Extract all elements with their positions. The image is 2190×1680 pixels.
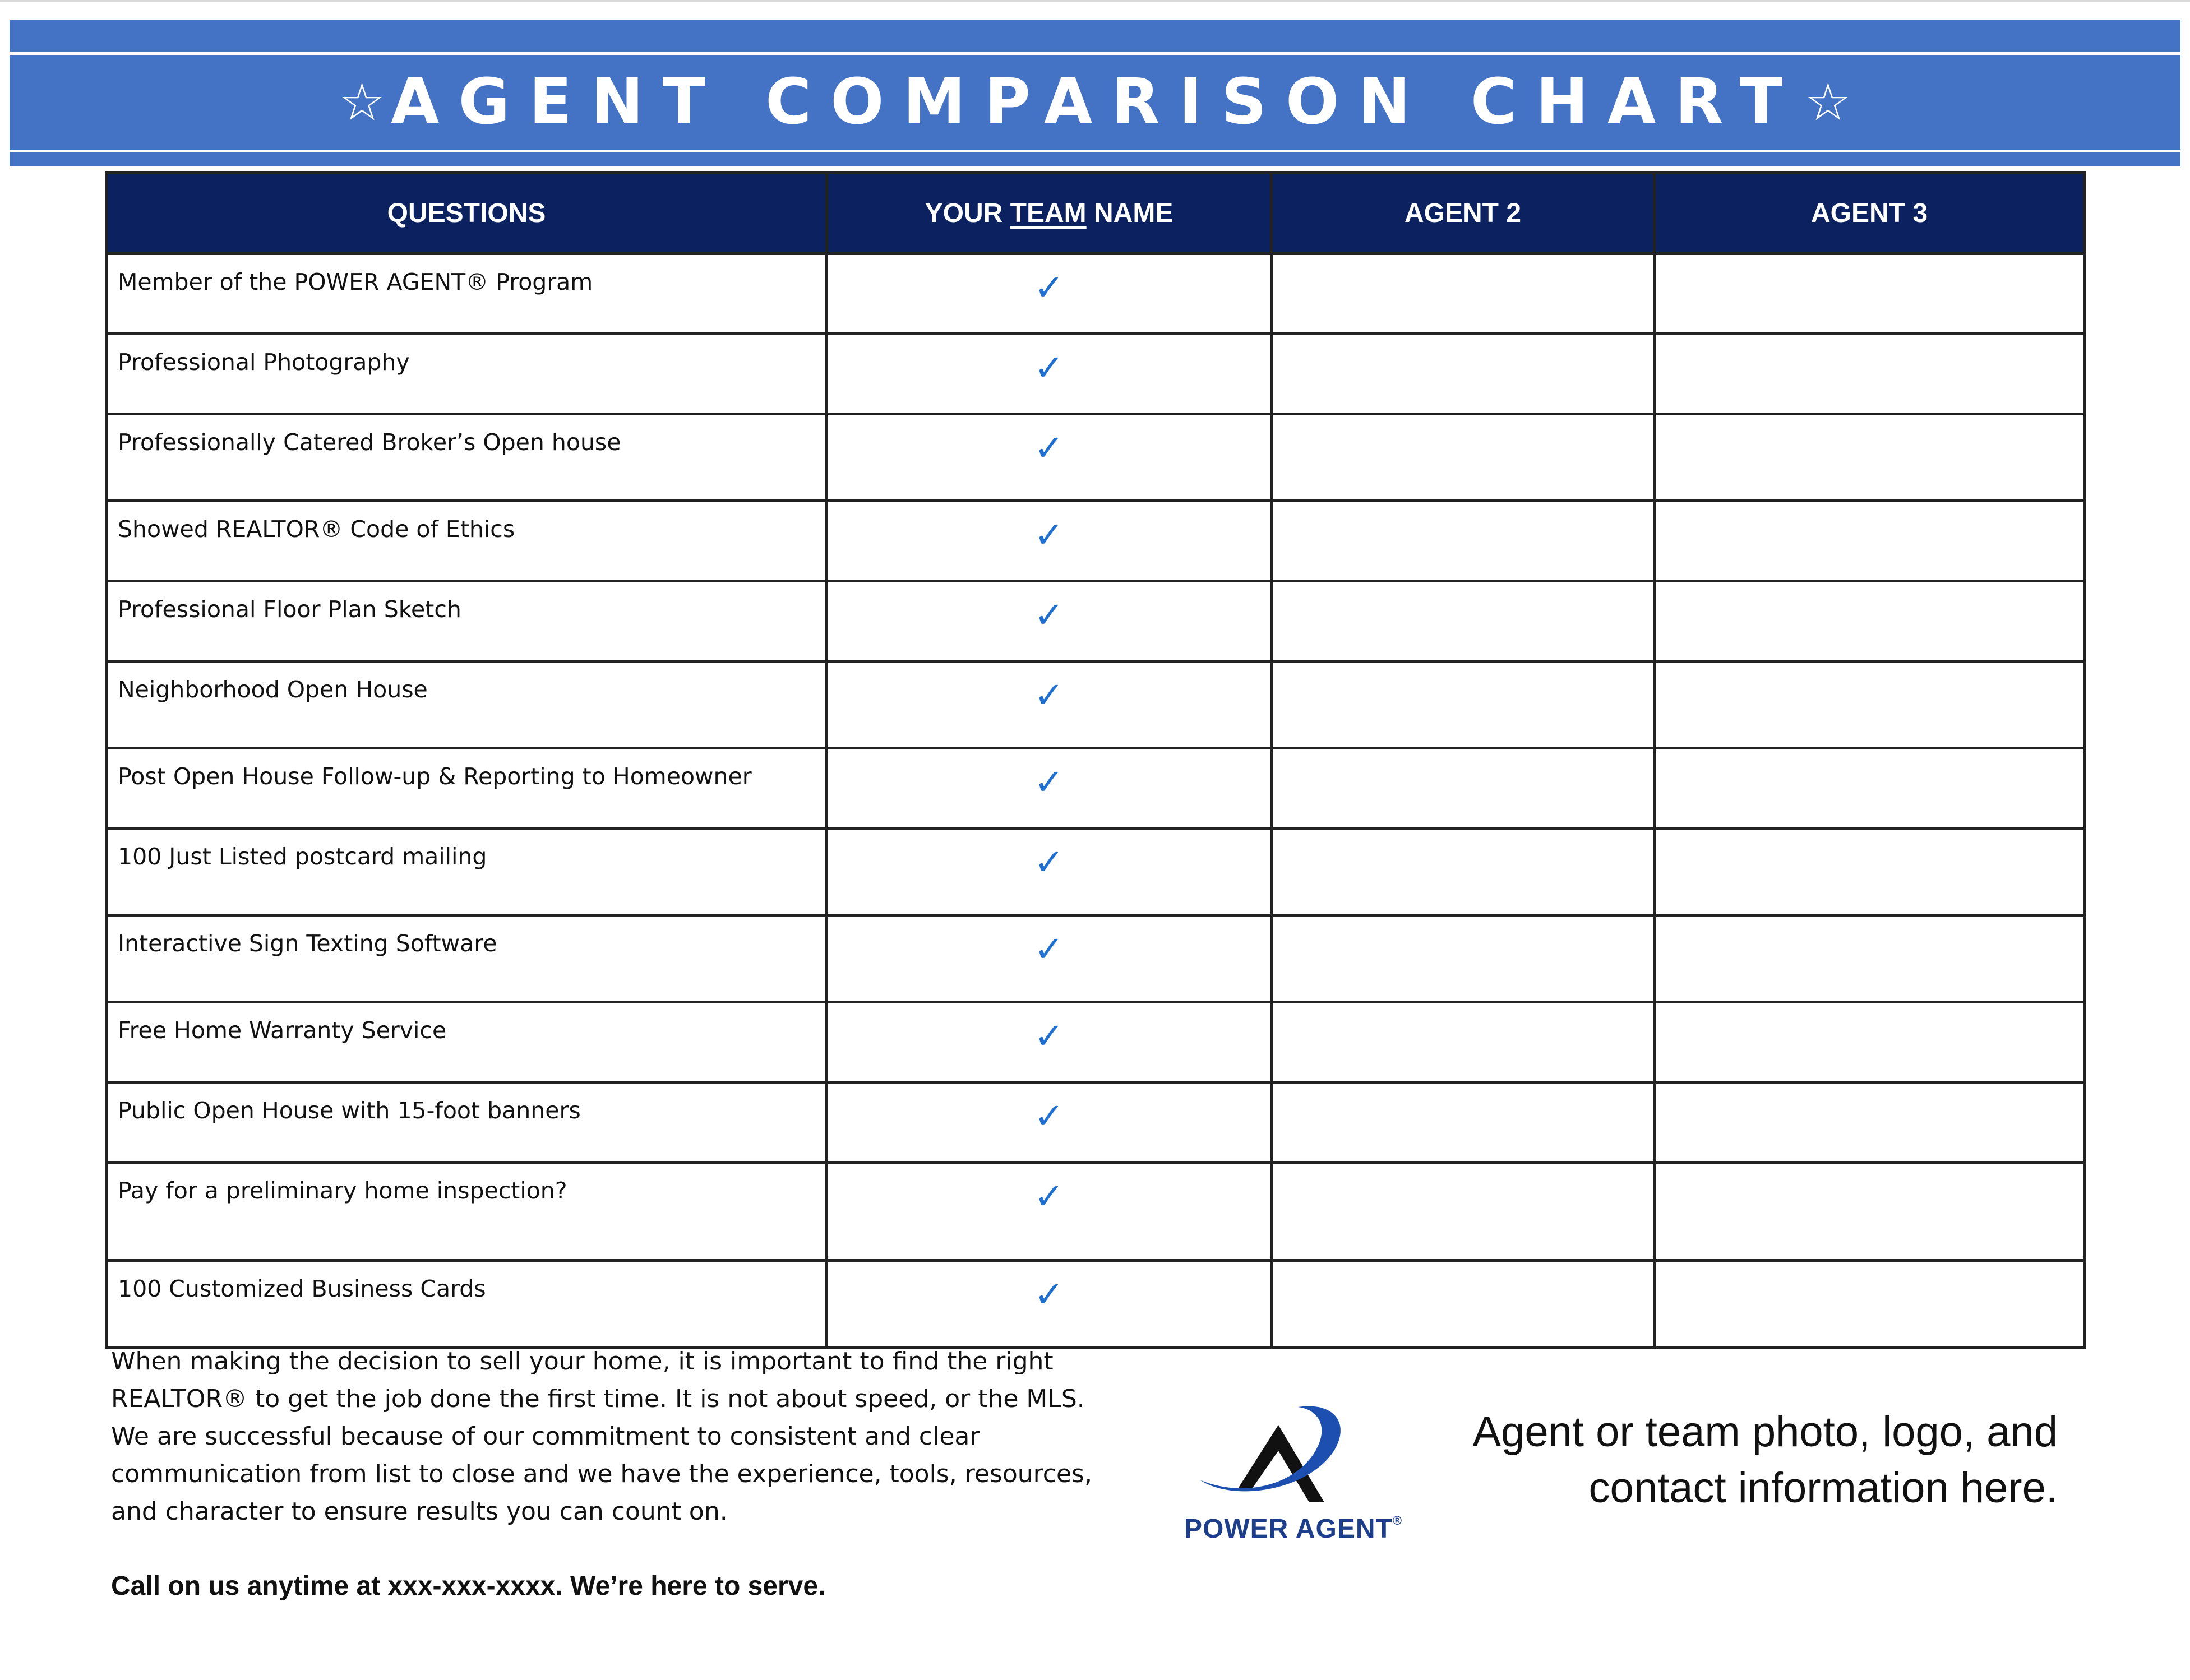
agent2-cell — [1272, 414, 1655, 501]
agent2-cell — [1272, 1082, 1655, 1163]
agent3-cell — [1655, 254, 2085, 334]
agent3-cell — [1655, 581, 2085, 661]
checkmark-icon: ✓ — [827, 1163, 1272, 1261]
footer-paragraph — [111, 1343, 1137, 1530]
table-row — [107, 254, 2085, 334]
question-cell: Professionally Catered Broker’s Open house — [107, 414, 827, 501]
agent2-cell — [1272, 915, 1655, 1002]
question-cell: Free Home Warranty Service — [107, 1002, 827, 1082]
agent2-cell — [1272, 1002, 1655, 1082]
table-header-row — [107, 173, 2085, 254]
question-cell: Post Open House Follow-up & Reporting to Homeowner — [107, 748, 827, 829]
header-team-name: YOUR TEAM NAME — [827, 173, 1272, 254]
checkmark-icon: ✓ — [827, 1002, 1272, 1082]
question-cell: Professional Photography — [107, 334, 827, 414]
agent2-cell — [1272, 254, 1655, 334]
table-row — [107, 1163, 2085, 1261]
checkmark-icon: ✓ — [827, 748, 1272, 829]
agent3-cell — [1655, 1261, 2085, 1348]
agent3-cell — [1655, 829, 2085, 915]
checkmark-icon: ✓ — [827, 829, 1272, 915]
table-row — [107, 1002, 2085, 1082]
agent2-cell — [1272, 581, 1655, 661]
agent3-cell — [1655, 414, 2085, 501]
star-outline-icon: ☆ — [1805, 72, 1851, 132]
paragraph-line: We are successful because of our commitment to consistent and clear — [111, 1422, 980, 1451]
checkmark-icon: ✓ — [827, 414, 1272, 501]
table-row — [107, 661, 2085, 748]
question-cell: 100 Customized Business Cards — [107, 1261, 827, 1348]
page-title — [10, 54, 2180, 150]
agent2-cell — [1272, 1261, 1655, 1348]
top-border — [0, 0, 2190, 2]
agent2-cell — [1272, 829, 1655, 915]
table-row — [107, 501, 2085, 581]
contact-line: Agent or team photo, logo, and — [1472, 1408, 2058, 1456]
question-cell: Member of the POWER AGENT® Program — [107, 254, 827, 334]
agent2-cell — [1272, 334, 1655, 414]
table-row — [107, 581, 2085, 661]
table-row — [107, 915, 2085, 1002]
agent3-cell — [1655, 501, 2085, 581]
title-text: AGENT COMPARISON CHART — [390, 66, 1802, 138]
logo-wordmark: POWER AGENT® — [1184, 1514, 1403, 1544]
agent2-cell — [1272, 501, 1655, 581]
agent3-cell — [1655, 334, 2085, 414]
comparison-table — [105, 171, 2086, 1349]
agent3-cell — [1655, 1163, 2085, 1261]
title-banner — [10, 20, 2180, 166]
question-cell: Pay for a preliminary home inspection? — [107, 1163, 827, 1261]
checkmark-icon: ✓ — [827, 1082, 1272, 1163]
question-cell: Interactive Sign Texting Software — [107, 915, 827, 1002]
agent3-cell — [1655, 1082, 2085, 1163]
table-row — [107, 748, 2085, 829]
table-row — [107, 829, 2085, 915]
paragraph-line: communication from list to close and we have the experience, tools, resources, — [111, 1460, 1092, 1488]
header-questions: QUESTIONS — [107, 173, 827, 254]
checkmark-icon: ✓ — [827, 661, 1272, 748]
question-cell: Public Open House with 15-foot banners — [107, 1082, 827, 1163]
contact-placeholder — [1424, 1404, 2058, 1516]
checkmark-icon: ✓ — [827, 915, 1272, 1002]
table-row — [107, 414, 2085, 501]
checkmark-icon: ✓ — [827, 501, 1272, 581]
table-row — [107, 1261, 2085, 1348]
agent3-cell — [1655, 1002, 2085, 1082]
agent3-cell — [1655, 661, 2085, 748]
table-row — [107, 1082, 2085, 1163]
agent3-cell — [1655, 915, 2085, 1002]
checkmark-icon: ✓ — [827, 581, 1272, 661]
question-cell: Professional Floor Plan Sketch — [107, 581, 827, 661]
banner-rule-bottom — [10, 150, 2180, 152]
question-cell: Showed REALTOR® Code of Ethics — [107, 501, 827, 581]
header-agent-3: AGENT 3 — [1655, 173, 2085, 254]
paragraph-line: REALTOR® to get the job done the first time. It is not about speed, or the MLS. — [111, 1385, 1085, 1413]
checkmark-icon: ✓ — [827, 254, 1272, 334]
checkmark-icon: ✓ — [827, 1261, 1272, 1348]
agent3-cell — [1655, 748, 2085, 829]
agent2-cell — [1272, 1163, 1655, 1261]
table-row — [107, 334, 2085, 414]
question-cell: 100 Just Listed postcard mailing — [107, 829, 827, 915]
contact-line: contact information here. — [1588, 1464, 2058, 1512]
header-agent-2: AGENT 2 — [1272, 173, 1655, 254]
checkmark-icon: ✓ — [827, 334, 1272, 414]
question-cell: Neighborhood Open House — [107, 661, 827, 748]
paragraph-line: and character to ensure results you can count on. — [111, 1497, 728, 1526]
paragraph-line: When making the decision to sell your home, it is important to find the right — [111, 1347, 1054, 1376]
star-outline-icon: ☆ — [339, 72, 385, 132]
call-to-action: Call on us anytime at xxx-xxx-xxxx. We’re here to serve. — [111, 1571, 826, 1601]
agent2-cell — [1272, 748, 1655, 829]
agent2-cell — [1272, 661, 1655, 748]
